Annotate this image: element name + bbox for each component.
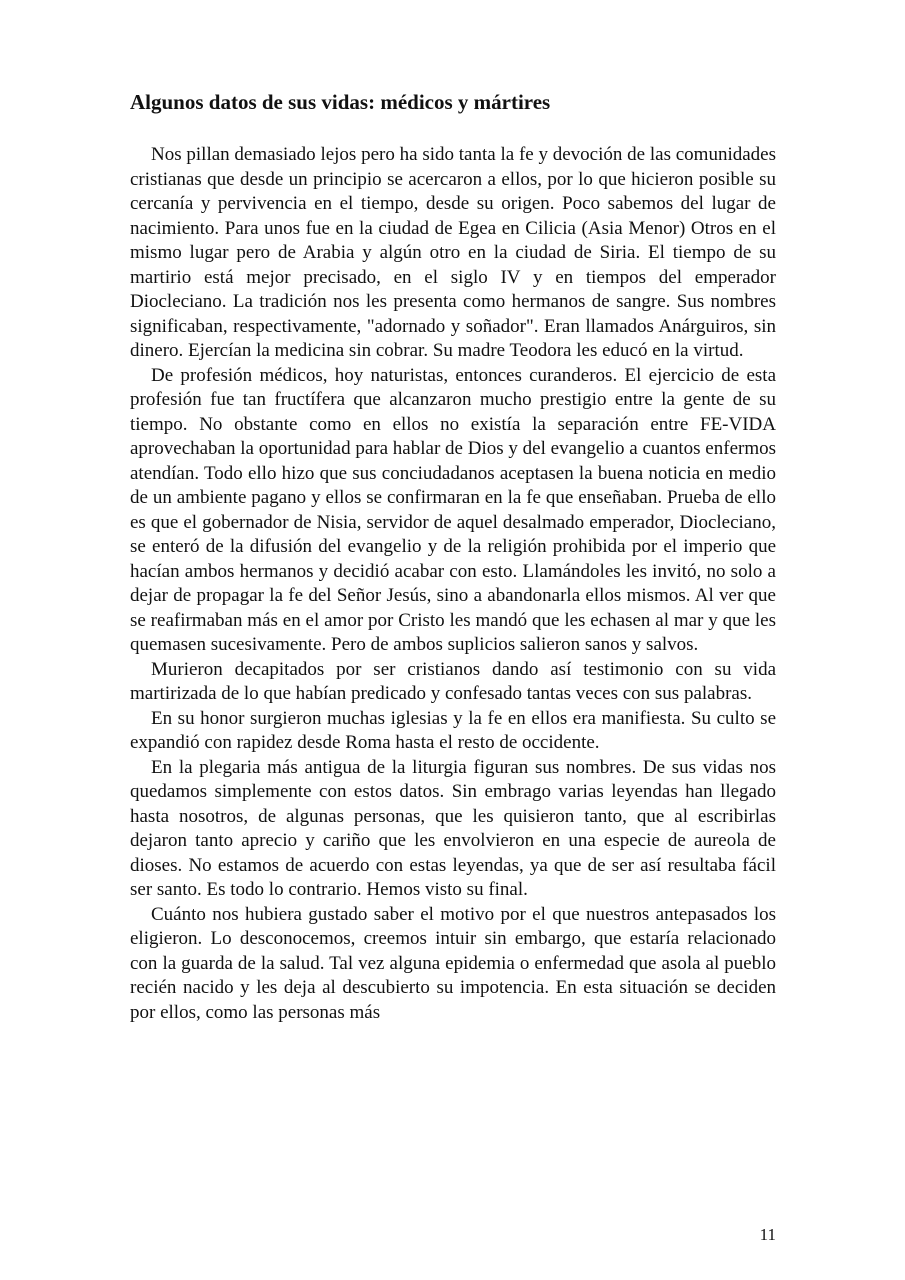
paragraph: Nos pillan demasiado lejos pero ha sido tanta la fe y devoción de las comunidades cristianas que desde un principio se acercaron a ellos, por lo que hicieron posible su cercanía y pervivencia en el tiempo, desde su origen. Poco sabemos del lugar de nacimiento. Para unos fue en la ciudad de Egea en Cilicia (Asia Menor) Otros en el mismo lugar pero de Arabia y algún otro en la ciudad de Siria. El tiempo de su martirio está mejor precisado, en el siglo IV y en tiempos del emperador Diocleciano. La tradición nos les presenta como hermanos de sangre. Sus nombres significaban, respectivamente, "adornado y soñador". Eran llamados Anárguiros, sin dinero. Ejercían la medicina sin cobrar. Su madre Teodora les educó en la virtud.	[130, 144, 776, 361]
body-text	[130, 143, 776, 1025]
paragraph: En su honor surgieron muchas iglesias y la fe en ellos era manifiesta. Su culto se expandió con rapidez desde Roma hasta el resto de occidente.	[130, 707, 776, 753]
section-title: Algunos datos de sus vidas: médicos y mártires	[130, 90, 551, 114]
page-number: 11	[759, 1225, 776, 1244]
paragraph: Murieron decapitados por ser cristianos dando así testimonio con su vida martirizada de lo que habían predicado y confesado tantas veces con sus palabras.	[130, 658, 776, 704]
paragraph: Cuánto nos hubiera gustado saber el motivo por el que nuestros antepasados los eligieron. Lo desconocemos, creemos intuir sin embargo, que estaría relacionado con la guarda de la salud. Tal vez alguna epidemia o enfermedad que asola al pueblo recién nacido y les deja al descubierto su impotencia. En esta situación se deciden por ellos, como las personas más	[130, 903, 776, 1023]
paragraph: De profesión médicos, hoy naturistas, entonces curanderos. El ejercicio de esta profesión fue tan fructífera que alcanzaron mucho prestigio entre la gente de su tiempo. No obstante como en ellos no existía la separación entre FE-VIDA aprovechaban la oportunidad para hablar de Dios y del evangelio a cuantos enfermos atendían. Todo ello hizo que sus conciudadanos aceptasen la buena noticia en medio de un ambiente pagano y ellos se confirmaran en la fe que enseñaban. Prueba de ello es que el gobernador de Nisia, servidor de aquel desalmado emperador, Diocleciano, se enteró de la difusión del evangelio y de la religión prohibida por el imperio que hacían ambos hermanos y decidió acabar con esto. Llamándoles les invitó, no solo a dejar de propagar la fe del Señor Jesús, sino a abandonarla ellos mismos. Al ver que se reafirmaban más en el amor por Cristo les mandó que les echasen al mar y que les quemasen sucesivamente. Pero de ambos suplicios salieron sanos y salvos.	[130, 364, 776, 655]
paragraph: En la plegaria más antigua de la liturgia figuran sus nombres. De sus vidas nos quedamos simplemente con estos datos. Sin embrago varias leyendas han llegado hasta nosotros, de algunas personas, que les quisieron tanto, que al escribirlas dejaron tanto aprecio y cariño que les envolvieron en una especie de aureola de dioses. No estamos de acuerdo con estas leyendas, ya que de ser así resultaba fácil ser santo. Es todo lo contrario. Hemos visto su final.	[130, 756, 776, 900]
